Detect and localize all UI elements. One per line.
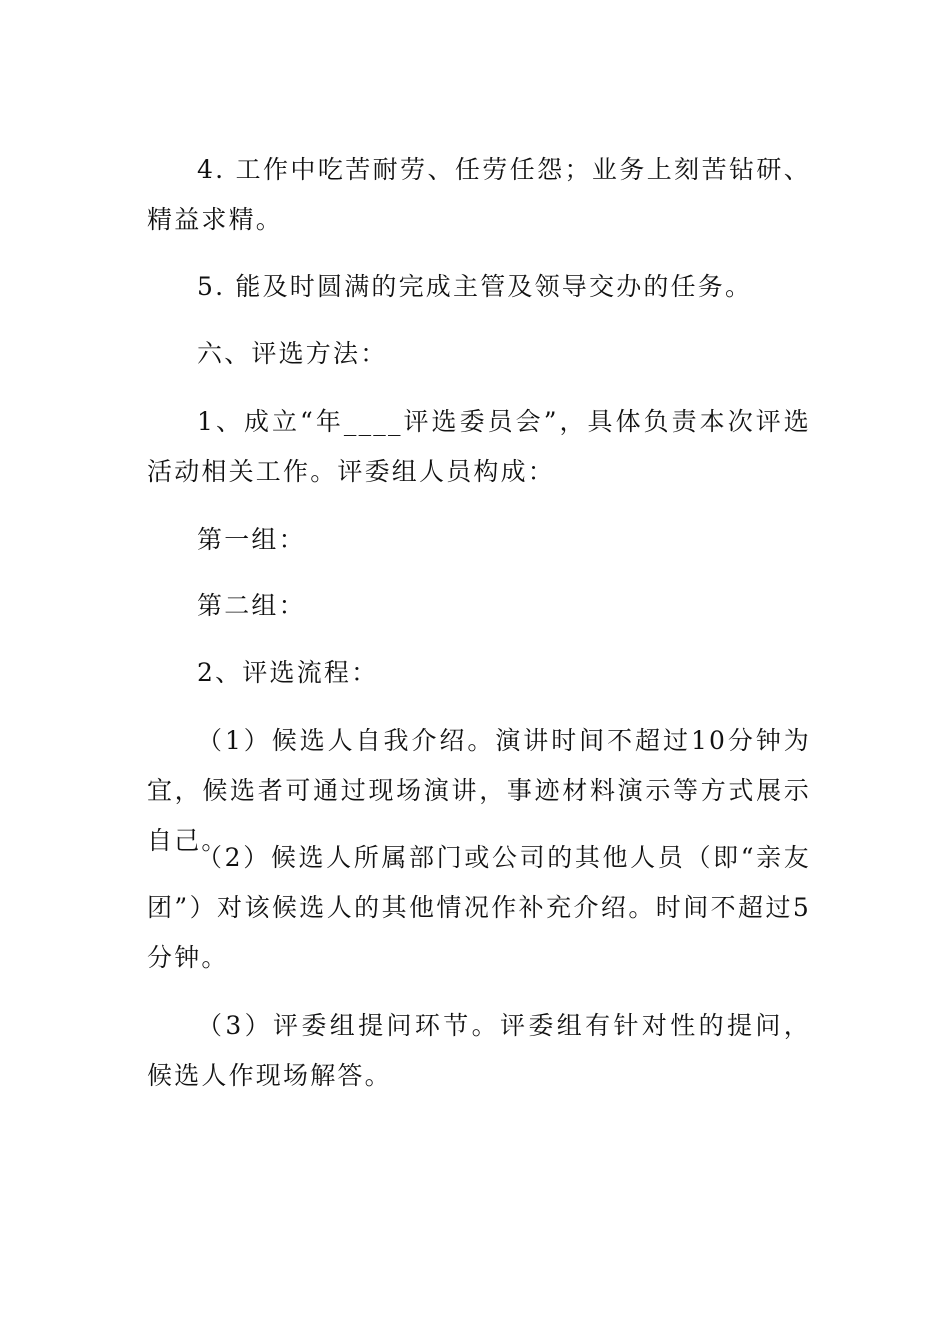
paragraph-process-step-2: （2）候选人所属部门或公司的其他人员（即“亲友团”）对该候选人的其他情况作补充介绍。时间不超过5分钟。: [147, 843, 811, 972]
paragraph-group-one: 第一组：: [197, 525, 306, 554]
section-heading-selection-method: 六、评选方法：: [197, 339, 388, 368]
paragraph-group-two: 第二组：: [197, 591, 306, 620]
section-heading-process: 2、评选流程：: [197, 658, 379, 687]
paragraph-process-step-3: （3）评委组提问环节。评委组有针对性的提问，候选人作现场解答。: [147, 1011, 811, 1090]
paragraph-committee: 1、成立“年____评选委员会”，具体负责本次评选活动相关工作。评委组人员构成：: [147, 407, 811, 486]
paragraph-requirement-5: 5. 能及时圆满的完成主管及领导交办的任务。: [197, 272, 753, 301]
paragraph-process-step-1: （1）候选人自我介绍。演讲时间不超过10分钟为宜，候选者可通过现场演讲，事迹材料演示等方式展示自己。: [147, 726, 811, 855]
paragraph-requirement-4: 4. 工作中吃苦耐劳、任劳任怨；业务上刻苦钻研、精益求精。: [147, 155, 811, 234]
